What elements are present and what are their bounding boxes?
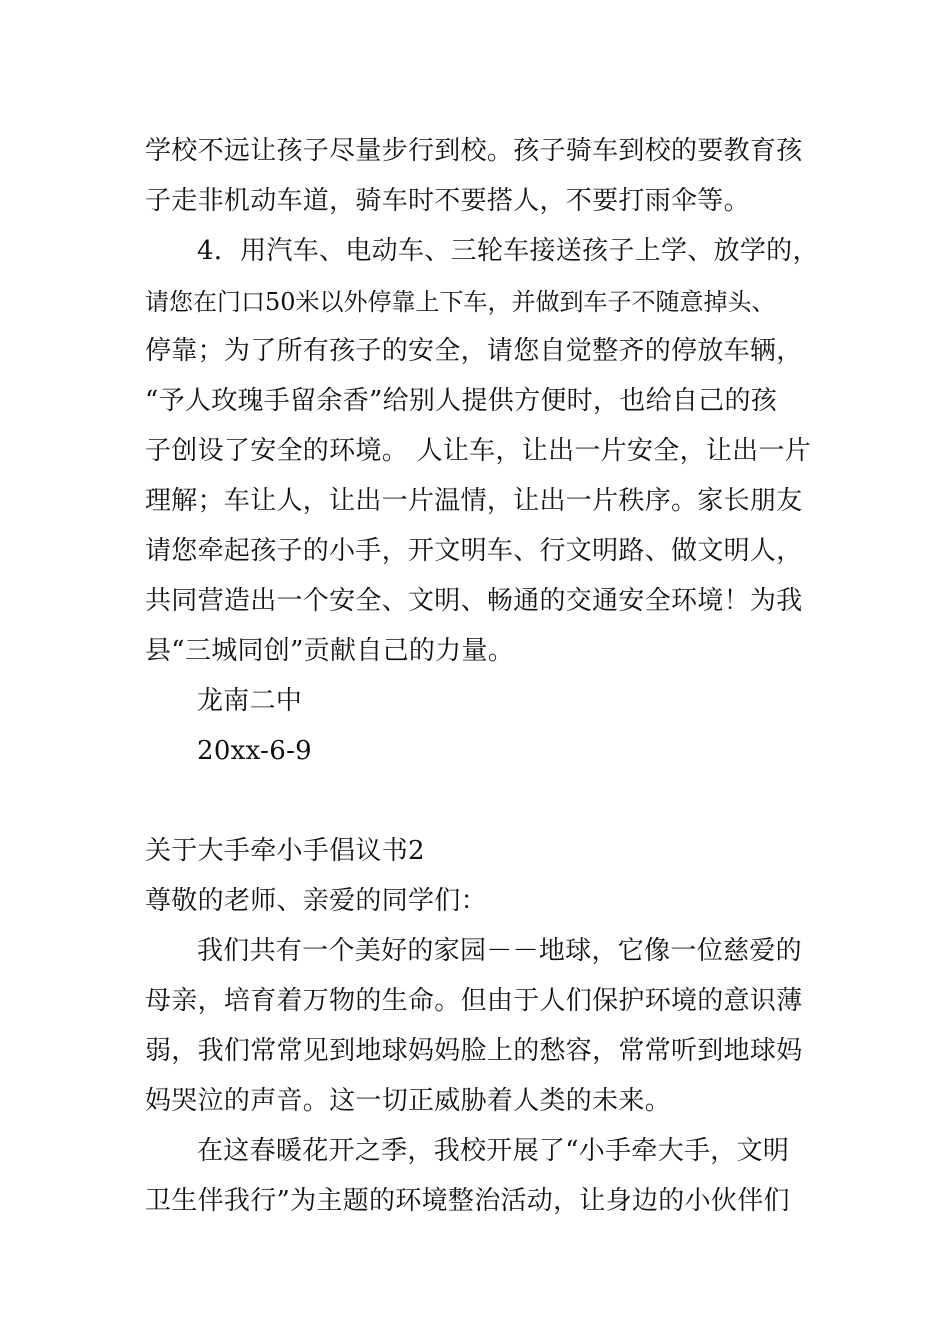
text-line: 子创设了安全的环境。 人让车，让出一片安全，让出一片 [145, 436, 812, 466]
section-title: 关于大手牵小手倡议书2 [145, 836, 425, 866]
text-line: 停靠；为了所有孩子的安全，请您自觉整齐的停放车辆， [145, 336, 803, 366]
text-line: 请您在门口50米以外停靠上下车，并做到车子不随意掉头、 [145, 288, 776, 316]
text-line: 共同营造出一个安全、文明、畅通的交通安全环境！为我 [145, 586, 803, 616]
text-line: 我们共有一个美好的家园－－地球，它像一位慈爱的 [197, 936, 802, 966]
text-line: 妈哭泣的声音。这一切正威胁着人类的未来。 [145, 1086, 672, 1116]
text-line: “予人玫瑰手留余香”给别人提供方便时，也给自己的孩 [145, 386, 778, 416]
text-line: 4．用汽车、电动车、三轮车接送孩子上学、放学的， [197, 236, 819, 266]
salutation: 尊敬的老师、亲爱的同学们： [145, 886, 487, 916]
signature-date: 20xx-6-9 [197, 736, 313, 766]
text-line: 卫生伴我行”为主题的环境整治活动，让身边的小伙伴们 [145, 1186, 790, 1216]
text-line: 在这春暖花开之季，我校开展了“小手牵大手，文明 [197, 1136, 790, 1166]
text-line: 子走非机动车道，骑车时不要搭人，不要打雨伞等。 [145, 186, 750, 216]
signature-org: 龙南二中 [197, 686, 303, 716]
text-line: 学校不远让孩子尽量步行到校。孩子骑车到校的要教育孩 [145, 136, 803, 166]
text-line: 理解；车让人，让出一片温情，让出一片秩序。家长朋友 [145, 486, 803, 516]
text-line: 县“三城同创”贡献自己的力量。 [145, 636, 515, 666]
text-line: 弱，我们常常见到地球妈妈脸上的愁容，常常听到地球妈 [145, 1036, 803, 1066]
text-line: 母亲，培育着万物的生命。但由于人们保护环境的意识薄 [145, 986, 803, 1016]
text-line: 请您牵起孩子的小手，开文明车、行文明路、做文明人， [145, 536, 803, 566]
